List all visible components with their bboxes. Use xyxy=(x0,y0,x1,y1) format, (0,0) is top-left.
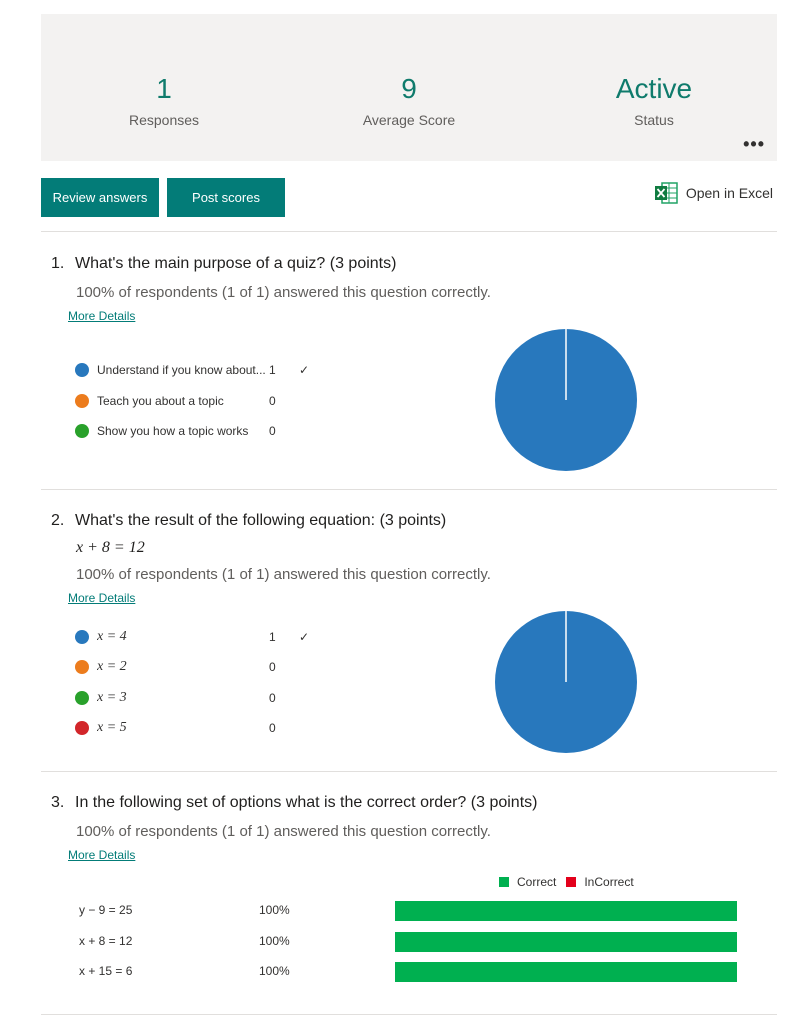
question-3-title xyxy=(51,794,537,812)
divider xyxy=(41,771,777,772)
question-1-option-1 xyxy=(75,360,319,380)
blue-dot-icon xyxy=(75,630,89,644)
option-count: 0 xyxy=(269,660,276,674)
correct-bar xyxy=(395,962,737,982)
question-number: 3. xyxy=(51,794,65,811)
option-label: Show you how a topic works xyxy=(97,424,249,438)
question-2-more-details-link[interactable]: More Details xyxy=(68,591,136,605)
correct-swatch-icon xyxy=(499,877,509,887)
question-2-option-3 xyxy=(75,688,299,708)
summary-panel xyxy=(41,14,777,161)
question-3-legend xyxy=(499,875,644,889)
average-score-stat xyxy=(309,72,509,128)
question-1-pie-chart xyxy=(494,328,638,472)
row-label: x + 15 = 6 xyxy=(79,964,133,978)
question-2-pie-chart xyxy=(494,610,638,754)
question-1-stat: 100% of respondents (1 of 1) answered this question correctly. xyxy=(76,284,491,301)
question-1-title xyxy=(51,255,396,273)
row-percent: 100% xyxy=(259,934,290,948)
legend-incorrect-label: InCorrect xyxy=(584,875,634,889)
question-2-option-2 xyxy=(75,657,299,677)
average-score-label: Average Score xyxy=(362,112,456,128)
option-label: x = 5 xyxy=(97,720,127,735)
legend-incorrect xyxy=(566,875,633,889)
question-2-equation: x + 8 = 12 xyxy=(76,539,145,556)
legend-correct xyxy=(499,875,556,889)
row-percent: 100% xyxy=(259,964,290,978)
question-number: 1. xyxy=(51,255,65,272)
responses-label: Responses xyxy=(128,112,200,128)
option-count: 1 xyxy=(269,630,276,644)
question-3-stat: 100% of respondents (1 of 1) answered this question correctly. xyxy=(76,823,491,840)
incorrect-swatch-icon xyxy=(566,877,576,887)
responses-stat xyxy=(64,72,264,128)
average-score-value: 9 xyxy=(401,73,417,104)
orange-dot-icon xyxy=(75,660,89,674)
status-label: Status xyxy=(634,112,674,128)
option-label: Understand if you know about... xyxy=(97,363,266,377)
question-text: What's the main purpose of a quiz? (3 points) xyxy=(75,255,397,272)
option-count: 0 xyxy=(269,394,276,408)
status-stat xyxy=(554,72,754,128)
status-value: Active xyxy=(615,73,693,104)
option-count: 1 xyxy=(269,363,276,377)
divider xyxy=(41,231,777,232)
blue-dot-icon xyxy=(75,363,89,377)
option-count: 0 xyxy=(269,691,276,705)
option-label: x = 4 xyxy=(97,629,127,644)
excel-icon xyxy=(654,182,678,204)
question-1-option-2 xyxy=(75,391,299,411)
correct-bar xyxy=(395,932,737,952)
divider xyxy=(41,1014,777,1015)
open-in-excel-label: Open in Excel xyxy=(685,185,773,201)
question-3-more-details-link[interactable]: More Details xyxy=(68,848,136,862)
option-count: 0 xyxy=(269,721,276,735)
bar-track xyxy=(395,901,737,921)
question-1-option-3 xyxy=(75,421,299,441)
bar-track xyxy=(395,962,737,982)
question-number: 2. xyxy=(51,512,65,529)
question-2-option-1 xyxy=(75,627,319,647)
orange-dot-icon xyxy=(75,394,89,408)
red-dot-icon xyxy=(75,721,89,735)
open-in-excel-link[interactable] xyxy=(654,182,773,204)
green-dot-icon xyxy=(75,424,89,438)
question-text: What's the result of the following equation: (3 points) xyxy=(75,512,447,529)
post-scores-button[interactable]: Post scores xyxy=(167,178,285,217)
question-2-title xyxy=(51,512,446,530)
row-label: y − 9 = 25 xyxy=(79,903,133,917)
review-answers-button[interactable]: Review answers xyxy=(41,178,159,217)
more-options-button[interactable]: ••• xyxy=(743,134,765,154)
row-percent: 100% xyxy=(259,903,290,917)
correct-bar xyxy=(395,901,737,921)
option-label: x = 2 xyxy=(97,659,127,674)
question-2-option-4 xyxy=(75,718,299,738)
checkmark-icon: ✓ xyxy=(299,363,310,377)
question-text: In the following set of options what is the correct order? (3 points) xyxy=(75,794,538,811)
responses-count: 1 xyxy=(156,73,172,104)
divider xyxy=(41,489,777,490)
question-1-more-details-link[interactable]: More Details xyxy=(68,309,136,323)
legend-correct-label: Correct xyxy=(517,875,557,889)
option-label: x = 3 xyxy=(97,690,127,705)
checkmark-icon: ✓ xyxy=(299,630,310,644)
green-dot-icon xyxy=(75,691,89,705)
row-label: x + 8 = 12 xyxy=(79,934,133,948)
bar-track xyxy=(395,932,737,952)
question-2-stat: 100% of respondents (1 of 1) answered this question correctly. xyxy=(76,566,491,583)
option-label: Teach you about a topic xyxy=(97,394,224,408)
option-count: 0 xyxy=(269,424,276,438)
